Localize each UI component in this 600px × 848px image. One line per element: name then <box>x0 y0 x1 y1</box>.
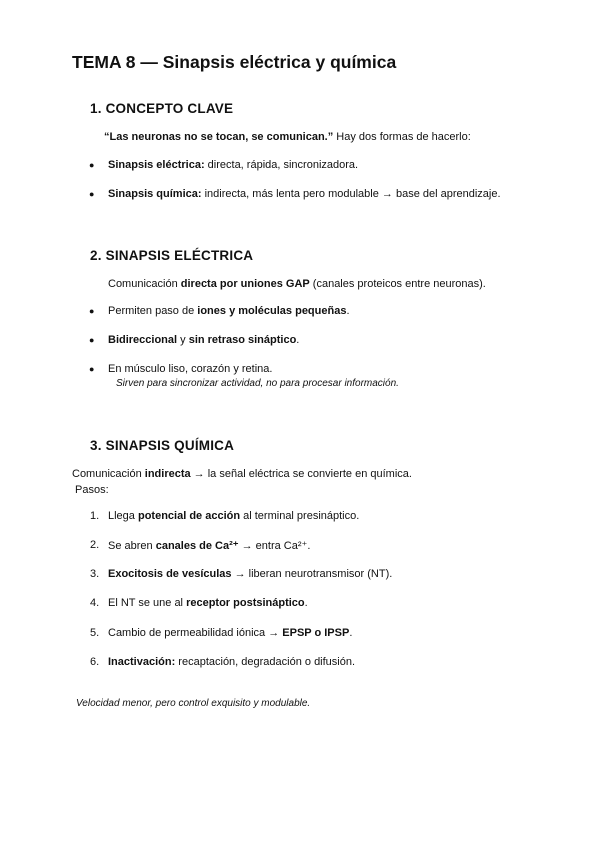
bullet-icon: ● <box>89 364 95 374</box>
step-number: 1. <box>90 510 100 522</box>
step-text: . <box>304 597 308 609</box>
step-text: El NT se une al <box>108 597 187 609</box>
step-number: 3. <box>90 568 100 580</box>
intro-text: → la señal eléctrica se convierte en química. <box>190 468 412 480</box>
list-item-bold: Bidireccional <box>108 334 178 346</box>
step-item <box>108 597 308 609</box>
list-item: En músculo liso, corazón y retina. <box>108 363 273 375</box>
step-text: al terminal presináptico. <box>240 510 360 522</box>
step-bold: canales de Ca²⁺ <box>155 540 239 552</box>
step-text: → entra Ca²⁺. <box>238 540 311 552</box>
step-text: Cambio de permeabilidad iónica → <box>108 627 283 639</box>
page-title: TEMA 8 — Sinapsis eléctrica y química <box>72 52 397 72</box>
step-text: → liberan neurotransmisor (NT). <box>231 568 393 580</box>
intro-bold: indirecta <box>144 468 191 480</box>
list-item-bold: Sinapsis química: <box>108 188 202 200</box>
steps-label: Pasos: <box>75 484 109 496</box>
list-item-text: indirecta, más lenta pero modulable → base del aprendizaje. <box>201 188 501 200</box>
step-item <box>108 568 392 580</box>
step-bold: receptor postsináptico <box>186 597 305 609</box>
list-item-bold: sin retraso sináptico <box>188 334 297 346</box>
intro-text: Comunicación <box>72 468 145 480</box>
quote-text: “Las neuronas no se tocan, se comunican.” <box>104 131 334 143</box>
list-item <box>108 305 350 317</box>
bullet-icon: ● <box>89 306 95 316</box>
list-item <box>108 334 299 346</box>
step-bold: Exocitosis de vesículas <box>108 568 232 580</box>
step-text: recaptación, degradación o difusión. <box>175 656 356 668</box>
step-bold: potencial de acción <box>137 510 241 522</box>
list-item <box>108 159 358 171</box>
step-bold: EPSP o IPSP <box>282 627 350 639</box>
quote-rest: Hay dos formas de hacerlo: <box>333 131 471 143</box>
step-number: 6. <box>90 656 100 668</box>
list-item <box>108 188 501 200</box>
list-item-bold: iones y moléculas pequeñas <box>197 305 347 317</box>
intro-bold: directa por uniones GAP <box>180 278 310 290</box>
step-text: Se abren <box>108 540 156 552</box>
section-2-heading: 2. SINAPSIS ELÉCTRICA <box>90 248 254 263</box>
step-number: 2. <box>90 539 100 551</box>
list-item-text: . <box>296 334 300 346</box>
list-item-text: Permiten paso de <box>108 305 198 317</box>
list-item-text: directa, rápida, sincronizadora. <box>204 159 359 171</box>
section-2-note: Sirven para sincronizar actividad, no para procesar información. <box>116 378 399 389</box>
section-3-heading: 3. SINAPSIS QUÍMICA <box>90 438 235 453</box>
bullet-icon: ● <box>89 160 95 170</box>
step-bold: Inactivación: <box>108 656 176 668</box>
step-text: . <box>349 627 353 639</box>
section-1-quote <box>104 131 471 143</box>
list-item-text: y <box>177 334 189 346</box>
step-item <box>108 539 310 552</box>
intro-text: Comunicación <box>108 278 181 290</box>
bullet-icon: ● <box>89 189 95 199</box>
bullet-icon: ● <box>89 335 95 345</box>
list-item-text: . <box>346 305 350 317</box>
step-item <box>108 656 355 668</box>
step-number: 4. <box>90 597 100 609</box>
footer-note: Velocidad menor, pero control exquisito y modulable. <box>76 698 311 709</box>
step-number: 5. <box>90 627 100 639</box>
section-3-intro <box>72 468 412 480</box>
section-2-intro <box>108 278 486 290</box>
intro-text: (canales proteicos entre neuronas). <box>309 278 486 290</box>
step-item <box>108 627 352 639</box>
list-item-bold: Sinapsis eléctrica: <box>108 159 205 171</box>
section-1-heading: 1. CONCEPTO CLAVE <box>90 101 234 116</box>
step-item <box>108 510 359 522</box>
step-text: Llega <box>108 510 138 522</box>
